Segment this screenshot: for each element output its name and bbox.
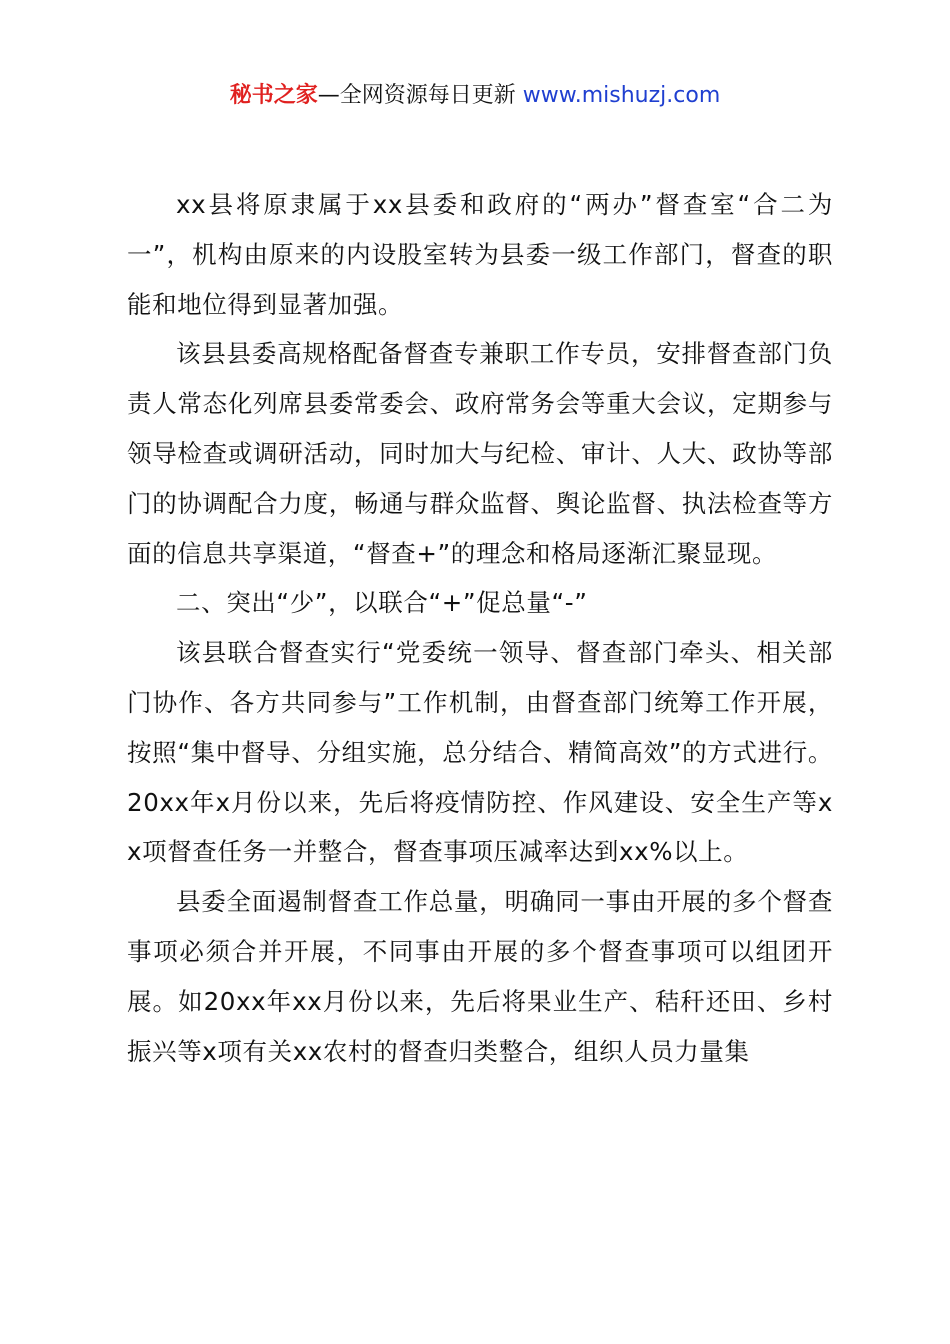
paragraph: 县委全面遏制督查工作总量，明确同一事由开展的多个督查事项必须合并开展，不同事由开展的多个督查事项可以组团开展。如20xx年xx月份以来，先后将果业生产、秸秆还田、乡村振兴等x项有关xx农村的督查归类整合，组织人员力量集: [127, 887, 833, 1066]
site-url-link[interactable]: www.mishuzj.com: [522, 83, 721, 108]
paragraph: 该县联合督查实行“党委统一领导、督查部门牵头、相关部门协作、各方共同参与”工作机制，由督查部门统筹工作开展，按照“集中督导、分组实施，总分结合、精简高效”的方式进行。20xx年x月份以来，先后将疫情防控、作风建设、安全生产等xx项督查任务一并整合，督查事项压减率达到xx%以上。: [127, 638, 833, 867]
section-heading: 二、突出“少”，以联合“+”促总量“-”: [176, 588, 588, 618]
paragraph: 该县县委高规格配备督查专兼职工作专员，安排督查部门负责人常态化列席县委常委会、政府常务会等重大会议，定期参与领导检查或调研活动，同时加大与纪检、审计、人大、政协等部门的协调配合力度，畅通与群众监督、舆论监督、执法检查等方面的信息共享渠道，“督查+”的理念和格局逐渐汇聚显现。: [127, 339, 833, 568]
site-tagline: —全网资源每日更新: [317, 83, 516, 108]
document-body: [127, 180, 833, 1076]
site-brand: 秘书之家: [229, 83, 318, 108]
site-header: [0, 80, 950, 112]
paragraph: xx县将原隶属于xx县委和政府的“两办”督查室“合二为一”，机构由原来的内设股室转为县委一级工作部门，督查的职能和地位得到显著加强。: [127, 190, 833, 319]
